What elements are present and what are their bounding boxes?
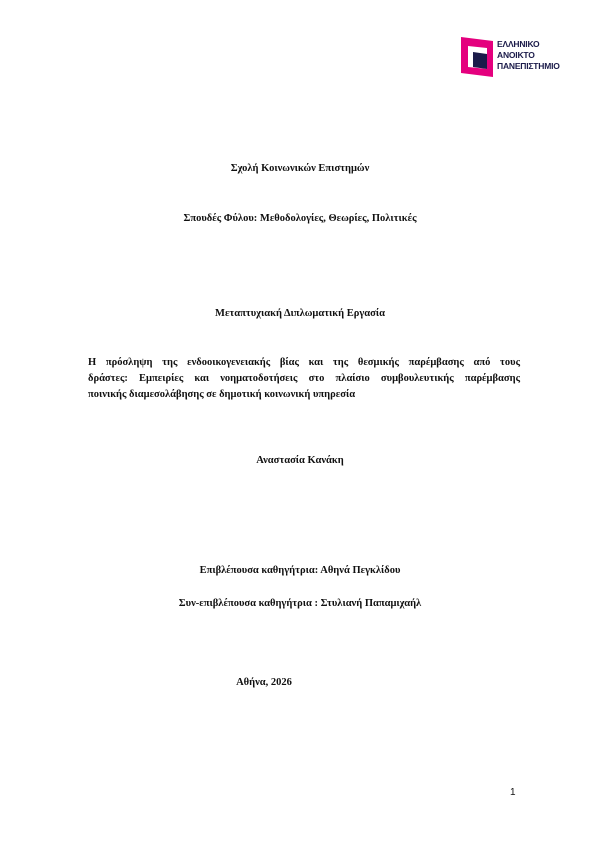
eap-logo-icon (459, 35, 495, 79)
author-name: Αναστασία Κανάκη (256, 455, 344, 466)
logo-wordmark (497, 39, 560, 72)
thesis-title (88, 355, 520, 403)
title-line-1: Η πρόσληψη της ενδοοικογενειακής βίας και της θεσμικής παρέμβασης από τους (88, 357, 520, 368)
co-supervisor: Συν-επιβλέπουσα καθηγήτρια : Στυλιανή Παπαμιχαήλ (178, 598, 422, 609)
title-line-3: ποινικής διαμεσολάβησης σε δημοτική κοινωνική υπηρεσία (88, 389, 356, 400)
logo-line-1: ΕΛΛΗΝΙΚΟ (497, 39, 540, 49)
title-line-2: δράστες: Εμπειρίες και νοηματοδοτήσεις στο πλαίσιο συμβουλευτικής παρέμβασης (88, 373, 520, 384)
school-name: Σχολή Κοινωνικών Επιστημών (230, 163, 370, 174)
university-logo (459, 35, 569, 79)
document-type: Μεταπτυχιακή Διπλωματική Εργασία (215, 308, 385, 319)
logo-line-3: ΠΑΝΕΠΙΣΤΗΜΙΟ (497, 61, 560, 71)
place-and-date: Αθήνα, 2026 (236, 677, 292, 688)
supervisor: Επιβλέπουσα καθηγήτρια: Αθηνά Πεγκλίδου (199, 565, 401, 576)
logo-line-2: ΑΝΟΙΚΤΟ (497, 50, 535, 60)
page-number: 1 (510, 787, 516, 798)
program-name: Σπουδές Φύλου: Μεθοδολογίες, Θεωρίες, Πολιτικές (183, 213, 417, 224)
